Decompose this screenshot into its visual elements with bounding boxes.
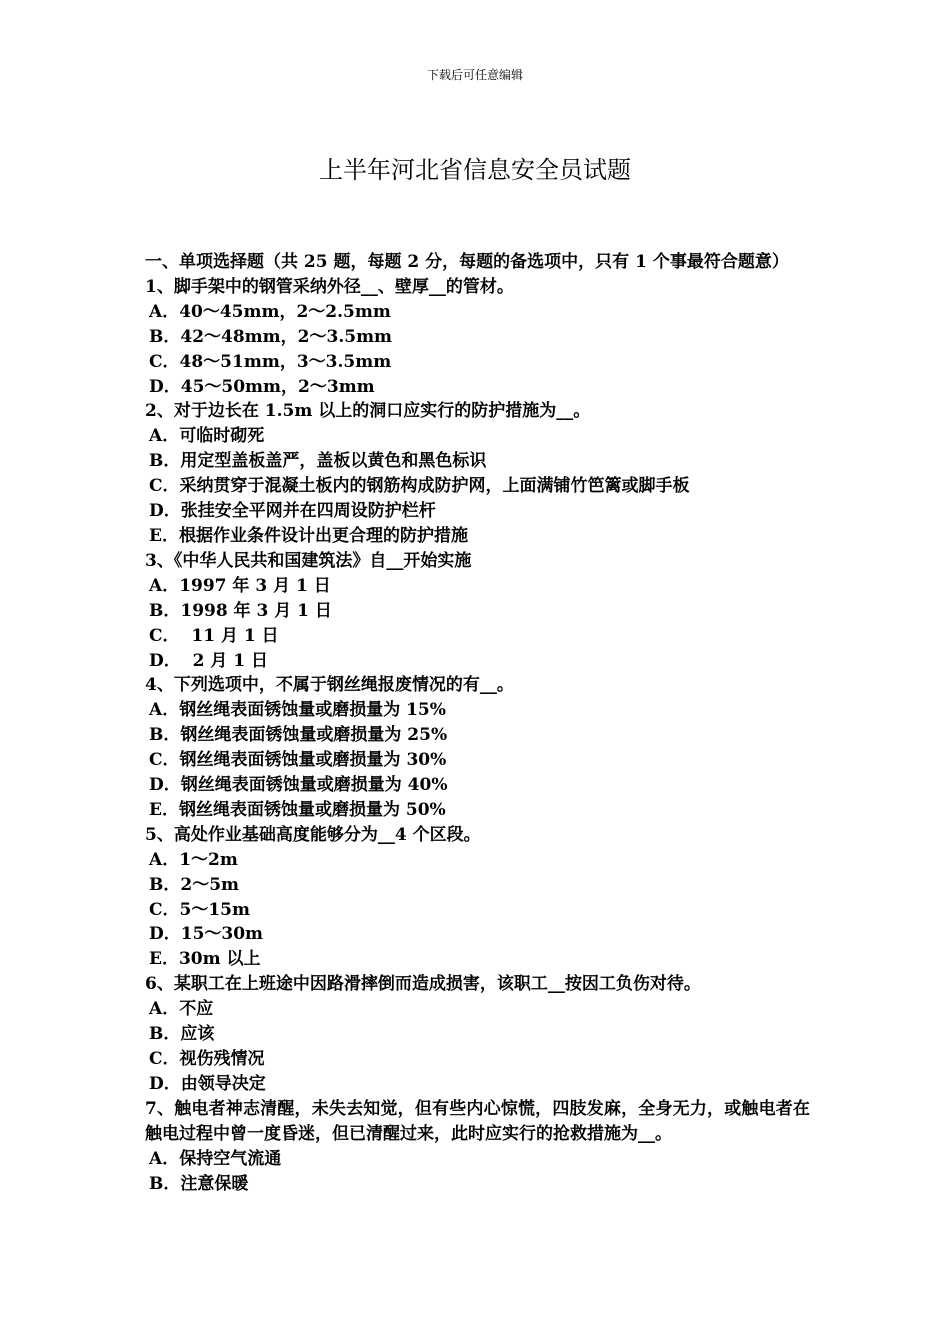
question-7 bbox=[145, 1097, 810, 1197]
option-item: A．钢丝绳表面锈蚀量或磨损量为 15% bbox=[149, 700, 446, 721]
option-item: C．48～51mm，3～3.5mm bbox=[149, 351, 392, 372]
option-item: C．视伤残情况 bbox=[149, 1049, 265, 1069]
option-item: A．保持空气流通 bbox=[149, 1148, 282, 1169]
question-5 bbox=[145, 823, 810, 972]
option-item: D．15～30m bbox=[149, 924, 264, 945]
option-item: E．30m 以上 bbox=[149, 949, 261, 970]
option-item: A．1～2m bbox=[149, 849, 238, 870]
question-2 bbox=[145, 399, 810, 548]
header-note: 下载后可任意编辑 bbox=[426, 68, 523, 82]
option-item: A．1997 年 3 月 1 日 bbox=[149, 575, 331, 596]
option-item: B．应该 bbox=[149, 1024, 215, 1045]
document-title: 上半年河北省信息安全员试题 bbox=[319, 156, 631, 184]
option-item: D．由领导决定 bbox=[149, 1073, 266, 1094]
option-list bbox=[145, 997, 810, 1097]
question-stem: 7、触电者神志清醒，未失去知觉，但有些内心惊慌，四肢发麻，全身无力，或触电者在触电过程中曾一度昏迷，但已清醒过来，此时应实行的抢救措施为__。 bbox=[145, 1098, 810, 1144]
option-item: C．钢丝绳表面锈蚀量或磨损量为 30% bbox=[149, 750, 447, 771]
question-stem: 6、某职工在上班途中因路滑摔倒而造成损害，该职工__按因工负伤对待。 bbox=[145, 974, 701, 995]
option-item: A．可临时砌死 bbox=[149, 426, 265, 447]
option-item: A．不应 bbox=[149, 999, 214, 1020]
option-item: C． 11 月 1 日 bbox=[149, 625, 279, 646]
question-stem: 5、高处作业基础高度能够分为__4 个区段。 bbox=[145, 824, 481, 845]
option-item: E．钢丝绳表面锈蚀量或磨损量为 50% bbox=[149, 799, 446, 820]
option-item: C．采纳贯穿于混凝土板内的钢筋构成防护网，上面满铺竹笆篱或脚手板 bbox=[149, 476, 690, 497]
option-list bbox=[145, 848, 810, 973]
option-list bbox=[145, 424, 810, 549]
question-stem: 2、对于边长在 1.5m 以上的洞口应实行的防护措施为__。 bbox=[145, 401, 591, 422]
question-stem: 3、《中华人民共和国建筑法》自__开始实施 bbox=[145, 550, 472, 571]
question-1 bbox=[145, 275, 810, 400]
question-stem: 4、下列选项中，不属于钢丝绳报废情况的有__。 bbox=[145, 675, 514, 696]
option-item: A．40～45mm，2～2.5mm bbox=[149, 301, 391, 322]
option-item: D． 2 月 1 日 bbox=[149, 650, 268, 671]
option-item: D．45～50mm，2～3mm bbox=[149, 376, 375, 397]
question-6 bbox=[145, 972, 810, 1097]
option-list bbox=[145, 1147, 810, 1197]
option-item: B．1998 年 3 月 1 日 bbox=[149, 600, 332, 621]
option-item: C．5～15m bbox=[149, 899, 251, 920]
option-item: B．2～5m bbox=[149, 874, 240, 895]
question-4 bbox=[145, 673, 810, 822]
document-body bbox=[145, 250, 810, 1196]
option-item: B．注意保暖 bbox=[149, 1173, 249, 1194]
option-item: B．钢丝绳表面锈蚀量或磨损量为 25% bbox=[149, 725, 448, 746]
option-item: B．42～48mm，2～3.5mm bbox=[149, 326, 393, 347]
option-list bbox=[145, 300, 810, 400]
option-list bbox=[145, 574, 810, 674]
option-item: B．用定型盖板盖严，盖板以黄色和黑色标识 bbox=[149, 451, 487, 472]
option-item: D．钢丝绳表面锈蚀量或磨损量为 40% bbox=[149, 775, 448, 796]
option-list bbox=[145, 698, 810, 823]
option-item: D．张挂安全平网并在四周设防护栏杆 bbox=[149, 501, 436, 522]
section-heading: 一、单项选择题（共 25 题，每题 2 分，每题的备选项中，只有 1 个事最符合题意） bbox=[145, 252, 789, 272]
option-item: E．根据作业条件设计出更合理的防护措施 bbox=[149, 525, 468, 546]
question-stem: 1、脚手架中的钢管采纳外径__、壁厚__的管材。 bbox=[145, 276, 514, 297]
question-3 bbox=[145, 549, 810, 674]
